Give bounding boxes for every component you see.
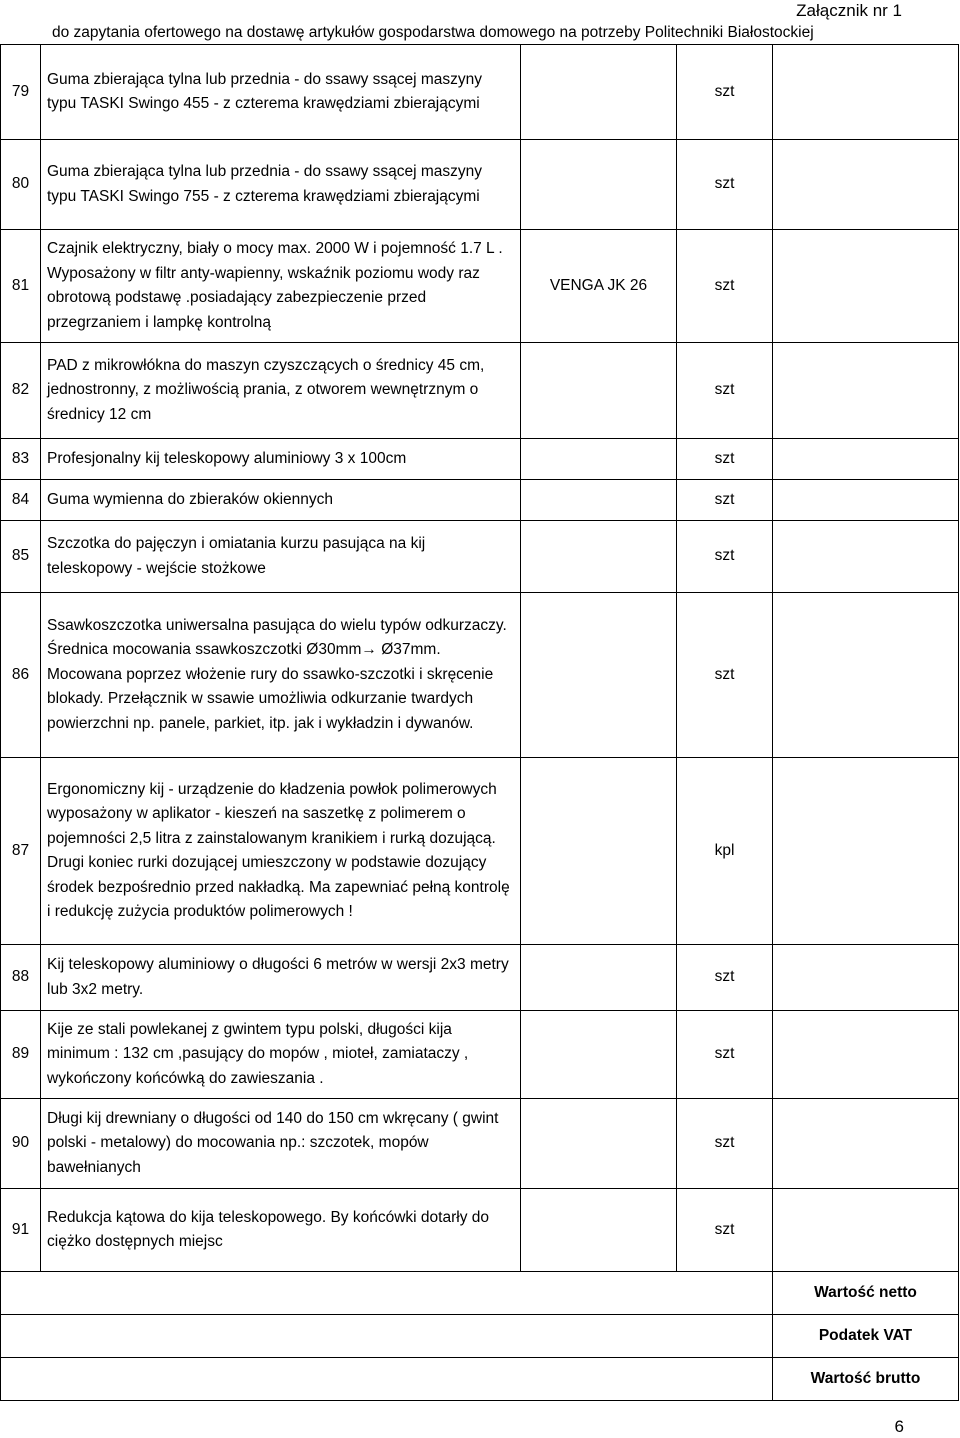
table-row: [1, 439, 959, 480]
table-row: [1, 45, 959, 140]
row-brand: [521, 439, 677, 480]
totals-row-gross: [1, 1358, 959, 1401]
totals-spacer: [1, 1358, 773, 1401]
row-description: Szczotka do pajęczyn i omiatania kurzu pasująca na kij teleskopowy - wejście stożkowe: [41, 521, 521, 593]
row-number: 80: [1, 140, 41, 230]
row-number: 85: [1, 521, 41, 593]
row-value: [773, 439, 959, 480]
table-row: [1, 480, 959, 521]
table-row: [1, 521, 959, 593]
row-number: 90: [1, 1099, 41, 1189]
row-number: 84: [1, 480, 41, 521]
row-value: [773, 480, 959, 521]
row-brand: [521, 140, 677, 230]
total-net-label: Wartość netto: [773, 1272, 959, 1315]
row-description: Guma zbierająca tylna lub przednia - do ssawy ssącej maszyny typu TASKI Swingo 755 - z czterema krawędziami zbierającymi: [41, 140, 521, 230]
row-number: 87: [1, 758, 41, 945]
row-unit: szt: [677, 1099, 773, 1189]
table-row: [1, 758, 959, 945]
page-number: 6: [894, 1417, 904, 1436]
row-value: [773, 140, 959, 230]
table-row: [1, 343, 959, 439]
total-vat-label: Podatek VAT: [773, 1315, 959, 1358]
row-unit: szt: [677, 343, 773, 439]
row-number: 83: [1, 439, 41, 480]
row-value: [773, 45, 959, 140]
row-number: 88: [1, 945, 41, 1011]
row-value: [773, 230, 959, 343]
row-brand: [521, 521, 677, 593]
row-value: [773, 1099, 959, 1189]
row-number: 89: [1, 1011, 41, 1099]
row-unit: szt: [677, 521, 773, 593]
table-row: [1, 230, 959, 343]
row-brand: [521, 45, 677, 140]
row-value: [773, 521, 959, 593]
row-number: 86: [1, 593, 41, 758]
row-value: [773, 945, 959, 1011]
row-description: Długi kij drewniany o długości od 140 do 150 cm wkręcany ( gwint polski - metalowy) do mocowania np.: szczotek, mopów bawełnianych: [41, 1099, 521, 1189]
totals-row-vat: [1, 1315, 959, 1358]
row-description: PAD z mikrowłókna do maszyn czyszczących o średnicy 45 cm, jednostronny, z możliwością prania, z otworem wewnętrznym o średnicy 12 cm: [41, 343, 521, 439]
row-brand: [521, 945, 677, 1011]
document-subtitle: do zapytania ofertowego na dostawę artykułów gospodarstwa domowego na potrzeby Politechniki Białostockiej: [52, 24, 814, 41]
row-description: Ssawkoszczotka uniwersalna pasująca do wielu typów odkurzaczy. Średnica mocowania ssawkoszczotki Ø30mm→ Ø37mm. Mocowana poprzez włożenie rury do ssawko-szczotki i skręcenie blokady. Przełącznik w ssawie umożliwia odkurzanie twardych powierzchni np. panele, parkiet, itp. jak i wykładzin i dywanów.: [41, 593, 521, 758]
row-value: [773, 1011, 959, 1099]
row-unit: szt: [677, 593, 773, 758]
totals-row-net: [1, 1272, 959, 1315]
row-value: [773, 343, 959, 439]
row-brand: [521, 1011, 677, 1099]
row-number: 81: [1, 230, 41, 343]
table-row: [1, 1011, 959, 1099]
table-row: [1, 1099, 959, 1189]
attachment-label: Załącznik nr 1: [796, 1, 902, 20]
row-number: 82: [1, 343, 41, 439]
row-description: Profesjonalny kij teleskopowy aluminiowy 3 x 100cm: [41, 439, 521, 480]
products-table: [0, 44, 959, 1401]
table-row: [1, 1189, 959, 1272]
table-row: [1, 140, 959, 230]
table-row: [1, 593, 959, 758]
row-unit: kpl: [677, 758, 773, 945]
row-description: Guma wymienna do zbieraków okiennych: [41, 480, 521, 521]
table-row: [1, 945, 959, 1011]
row-brand: [521, 480, 677, 521]
row-description: Guma zbierająca tylna lub przednia - do ssawy ssącej maszyny typu TASKI Swingo 455 - z czterema krawędziami zbierającymi: [41, 45, 521, 140]
row-value: [773, 1189, 959, 1272]
total-gross-label: Wartość brutto: [773, 1358, 959, 1401]
row-brand: VENGA JK 26: [521, 230, 677, 343]
row-value: [773, 758, 959, 945]
row-unit: szt: [677, 945, 773, 1011]
row-unit: szt: [677, 45, 773, 140]
row-unit: szt: [677, 230, 773, 343]
totals-spacer: [1, 1315, 773, 1358]
row-unit: szt: [677, 1011, 773, 1099]
row-unit: szt: [677, 480, 773, 521]
totals-spacer: [1, 1272, 773, 1315]
row-description: Ergonomiczny kij - urządzenie do kładzenia powłok polimerowych wyposażony w aplikator - kieszeń na saszetkę z polimerem o pojemności 2,5 litra z zainstalowanym kranikiem i rurką dozującą. Drugi koniec rurki dozującej umieszczony w podstawie dozujący środek bezpośrednio przed nakładką. Ma zapewniać pełną kontrolę i redukcję zużycia produktów polimerowych !: [41, 758, 521, 945]
row-unit: szt: [677, 140, 773, 230]
row-brand: [521, 1189, 677, 1272]
row-description: Redukcja kątowa do kija teleskopowego. By końcówki dotarły do ciężko dostępnych miejsc: [41, 1189, 521, 1272]
row-unit: szt: [677, 439, 773, 480]
row-number: 79: [1, 45, 41, 140]
row-description: Kije ze stali powlekanej z gwintem typu polski, długości kija minimum : 132 cm ,pasujący do mopów , mioteł, zamiataczy , wykończony końcówką do zawieszania .: [41, 1011, 521, 1099]
row-brand: [521, 593, 677, 758]
row-number: 91: [1, 1189, 41, 1272]
row-description: Czajnik elektryczny, biały o mocy max. 2000 W i pojemność 1.7 L . Wyposażony w filtr anty-wapienny, wskaźnik poziomu wody raz obrotową podstawę .posiadający zabezpieczenie przed przegrzaniem i lampkę kontrolną: [41, 230, 521, 343]
row-description: Kij teleskopowy aluminiowy o długości 6 metrów w wersji 2x3 metry lub 3x2 metry.: [41, 945, 521, 1011]
row-unit: szt: [677, 1189, 773, 1272]
row-brand: [521, 1099, 677, 1189]
row-brand: [521, 758, 677, 945]
row-value: [773, 593, 959, 758]
row-brand: [521, 343, 677, 439]
